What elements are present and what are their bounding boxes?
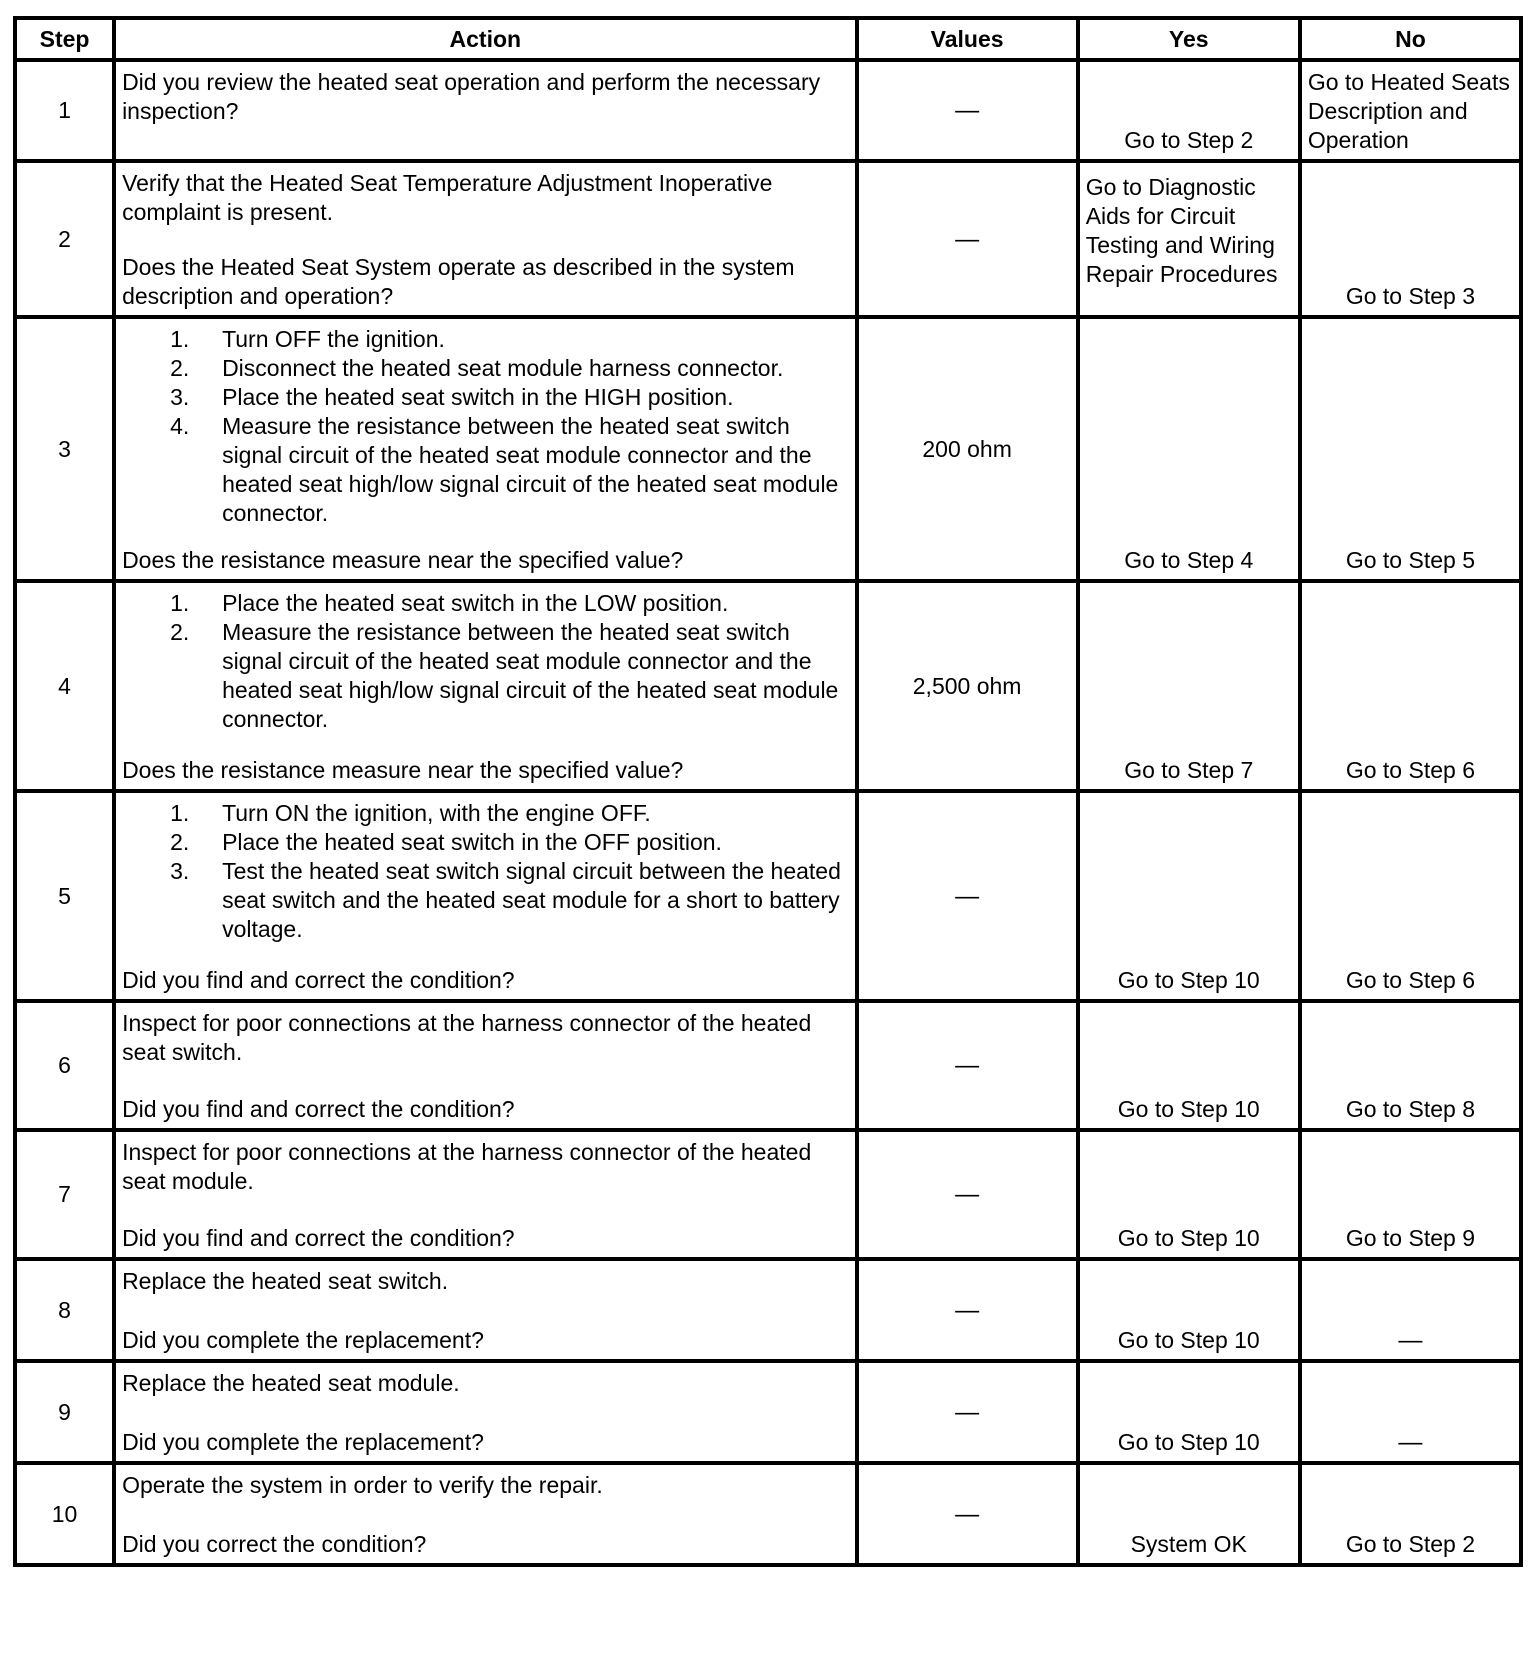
value-cell <box>857 1463 1078 1565</box>
value-cell <box>857 1259 1078 1361</box>
yes-outcome-text: Go to Step 2 <box>1124 127 1254 153</box>
step-number: 3 <box>15 317 114 581</box>
substep-text: Test the heated seat switch signal circuit between the heated seat switch and the heated seat module for a short to battery voltage. <box>222 858 841 942</box>
substep-item <box>122 618 850 734</box>
yes-outcome-text: Go to Step 4 <box>1124 547 1254 573</box>
value-cell <box>857 1130 1078 1259</box>
substep-number: 1. <box>170 590 190 616</box>
substep-number: 4. <box>170 413 190 439</box>
action-question: Does the resistance measure near the specified value? <box>122 547 684 573</box>
action-question: Did you find and correct the condition? <box>122 967 515 993</box>
action-content <box>122 1471 850 1559</box>
no-outcome-text: Go to Step 8 <box>1345 1096 1475 1122</box>
no-outcome-text: Go to Heated Seats Description and Operation <box>1307 69 1510 153</box>
no-outcome <box>1300 1130 1521 1259</box>
action-content <box>122 169 850 311</box>
table-row <box>15 1130 1521 1259</box>
action-top <box>122 1138 850 1196</box>
diagnostic-table <box>13 16 1523 1567</box>
substep-item <box>122 799 850 828</box>
step-number: 7 <box>15 1130 114 1259</box>
substep-text: Measure the resistance between the heated seat switch signal circuit of the heated seat module connector and the heated seat high/low signal circuit of the heated seat module connector. <box>222 413 839 526</box>
action-top <box>122 325 850 528</box>
value-cell <box>857 317 1078 581</box>
table-row <box>15 1001 1521 1130</box>
action-cell <box>114 317 856 581</box>
yes-outcome-text: Go to Step 10 <box>1117 1225 1260 1251</box>
specified-value: 200 ohm <box>922 435 1012 462</box>
action-instruction: Did you review the heated seat operation and perform the necessary inspection? <box>122 69 821 124</box>
substep-text: Turn OFF the ignition. <box>222 326 445 352</box>
yes-outcome <box>1078 1259 1300 1361</box>
substep-item <box>122 589 850 618</box>
action-question: Did you complete the replacement? <box>122 1327 484 1353</box>
action-content <box>122 1369 850 1457</box>
table-row <box>15 60 1521 161</box>
action-cell <box>114 60 856 161</box>
no-outcome <box>1300 581 1521 791</box>
action-content <box>122 589 850 785</box>
value-cell <box>857 791 1078 1001</box>
substep-text: Turn ON the ignition, with the engine OFF. <box>222 800 651 826</box>
header-action: Action <box>114 18 856 60</box>
action-instruction: Inspect for poor connections at the harness connector of the heated seat module. <box>122 1139 812 1194</box>
table-row <box>15 581 1521 791</box>
table-row <box>15 1259 1521 1361</box>
action-instruction: Operate the system in order to verify the repair. <box>122 1472 603 1498</box>
substep-item <box>122 828 850 857</box>
table-row <box>15 1463 1521 1565</box>
value-cell <box>857 60 1078 161</box>
no-outcome <box>1300 1001 1521 1130</box>
action-top <box>122 1471 850 1500</box>
header-row <box>15 18 1521 60</box>
substep-number: 2. <box>170 619 190 645</box>
action-cell <box>114 791 856 1001</box>
substep-item <box>122 354 850 383</box>
header-values: Values <box>857 18 1078 60</box>
step-number: 2 <box>15 161 114 317</box>
no-outcome <box>1300 1463 1521 1565</box>
table-body <box>15 60 1521 1565</box>
no-outcome-text: — <box>1398 1327 1423 1354</box>
specified-value: — <box>955 225 980 253</box>
specified-value: — <box>955 1052 980 1079</box>
no-outcome-text: Go to Step 5 <box>1345 547 1475 573</box>
no-outcome <box>1300 1361 1521 1463</box>
action-substeps <box>122 589 850 734</box>
no-outcome <box>1300 60 1521 161</box>
action-content <box>122 1138 850 1253</box>
specified-value: — <box>955 1181 980 1208</box>
action-instruction: Inspect for poor connections at the harness connector of the heated seat switch. <box>122 1010 812 1065</box>
substep-number: 3. <box>170 858 190 884</box>
no-outcome <box>1300 161 1521 317</box>
yes-outcome <box>1078 317 1300 581</box>
header-no: No <box>1300 18 1521 60</box>
action-cell <box>114 581 856 791</box>
specified-value: — <box>955 1500 980 1528</box>
action-cell <box>114 1130 856 1259</box>
table-row <box>15 161 1521 317</box>
value-cell <box>857 1361 1078 1463</box>
specified-value: — <box>955 97 980 124</box>
table-row <box>15 317 1521 581</box>
substep-text: Measure the resistance between the heated seat switch signal circuit of the heated seat module connector and the heated seat high/low signal circuit of the heated seat module connector. <box>222 619 839 732</box>
no-outcome <box>1300 791 1521 1001</box>
action-question: Did you correct the condition? <box>122 1531 427 1557</box>
no-outcome-text: Go to Step 6 <box>1345 967 1475 993</box>
action-content <box>122 325 850 575</box>
action-instruction: Replace the heated seat switch. <box>122 1268 449 1294</box>
no-outcome <box>1300 1259 1521 1361</box>
yes-outcome-text: Go to Step 7 <box>1124 757 1254 783</box>
yes-outcome-text: Go to Step 10 <box>1117 1096 1260 1122</box>
action-substeps <box>122 799 850 944</box>
specified-value: — <box>955 882 980 910</box>
yes-outcome <box>1078 1463 1300 1565</box>
no-outcome-text: Go to Step 9 <box>1345 1225 1475 1251</box>
substep-number: 2. <box>170 829 190 855</box>
yes-outcome-text: Go to Step 10 <box>1117 1429 1260 1455</box>
yes-outcome-text: Go to Diagnostic Aids for Circuit Testing and Wiring Repair Procedures <box>1085 174 1278 287</box>
specified-value: 2,500 ohm <box>912 672 1022 699</box>
yes-outcome <box>1078 791 1300 1001</box>
step-number: 6 <box>15 1001 114 1130</box>
yes-outcome-text: Go to Step 10 <box>1117 967 1260 993</box>
substep-item <box>122 325 850 354</box>
step-number: 10 <box>15 1463 114 1565</box>
specified-value: — <box>955 1398 980 1426</box>
substep-text: Place the heated seat switch in the HIGH position. <box>222 384 734 410</box>
action-cell <box>114 1463 856 1565</box>
action-substeps <box>122 325 850 528</box>
action-content <box>122 1267 850 1355</box>
action-top <box>122 1369 850 1398</box>
step-number: 8 <box>15 1259 114 1361</box>
value-cell <box>857 1001 1078 1130</box>
substep-item <box>122 383 850 412</box>
action-top <box>122 1009 850 1067</box>
action-content <box>122 68 850 155</box>
no-outcome-text: Go to Step 3 <box>1345 283 1475 309</box>
substep-item <box>122 857 850 944</box>
action-top <box>122 589 850 734</box>
substep-number: 3. <box>170 384 190 410</box>
table-row <box>15 1361 1521 1463</box>
action-question: Does the Heated Seat System operate as described in the system description and operation? <box>122 254 795 309</box>
header-yes: Yes <box>1078 18 1300 60</box>
no-outcome-text: Go to Step 2 <box>1345 1531 1475 1557</box>
yes-outcome <box>1078 581 1300 791</box>
substep-text: Place the heated seat switch in the LOW position. <box>222 590 729 616</box>
action-top <box>122 68 850 126</box>
action-instruction: Replace the heated seat module. <box>122 1370 460 1396</box>
substep-item <box>122 412 850 528</box>
action-question: Did you complete the replacement? <box>122 1429 484 1455</box>
substep-number: 1. <box>170 800 190 826</box>
action-cell <box>114 161 856 317</box>
yes-outcome <box>1078 161 1300 317</box>
substep-number: 2. <box>170 355 190 381</box>
yes-outcome <box>1078 1361 1300 1463</box>
substep-text: Place the heated seat switch in the OFF position. <box>222 829 722 855</box>
action-cell <box>114 1259 856 1361</box>
yes-outcome <box>1078 1130 1300 1259</box>
action-question: Did you find and correct the condition? <box>122 1096 515 1122</box>
action-top <box>122 169 850 227</box>
no-outcome <box>1300 317 1521 581</box>
yes-outcome-text: System OK <box>1130 1531 1247 1557</box>
action-instruction: Verify that the Heated Seat Temperature Adjustment Inoperative complaint is present. <box>122 170 773 225</box>
value-cell <box>857 161 1078 317</box>
action-cell <box>114 1361 856 1463</box>
header-step: Step <box>15 18 114 60</box>
step-number: 1 <box>15 60 114 161</box>
action-cell <box>114 1001 856 1130</box>
action-question: Did you find and correct the condition? <box>122 1225 515 1251</box>
step-number: 4 <box>15 581 114 791</box>
no-outcome-text: Go to Step 6 <box>1345 757 1475 783</box>
action-top <box>122 799 850 944</box>
action-question: Does the resistance measure near the specified value? <box>122 757 684 783</box>
yes-outcome <box>1078 60 1300 161</box>
step-number: 9 <box>15 1361 114 1463</box>
action-top <box>122 1267 850 1296</box>
yes-outcome-text: Go to Step 10 <box>1117 1327 1260 1353</box>
table-row <box>15 791 1521 1001</box>
action-content <box>122 799 850 995</box>
value-cell <box>857 581 1078 791</box>
step-number: 5 <box>15 791 114 1001</box>
no-outcome-text: — <box>1398 1429 1423 1456</box>
action-content <box>122 1009 850 1124</box>
substep-text: Disconnect the heated seat module harness connector. <box>222 355 784 381</box>
yes-outcome <box>1078 1001 1300 1130</box>
specified-value: — <box>955 1296 980 1324</box>
substep-number: 1. <box>170 326 190 352</box>
